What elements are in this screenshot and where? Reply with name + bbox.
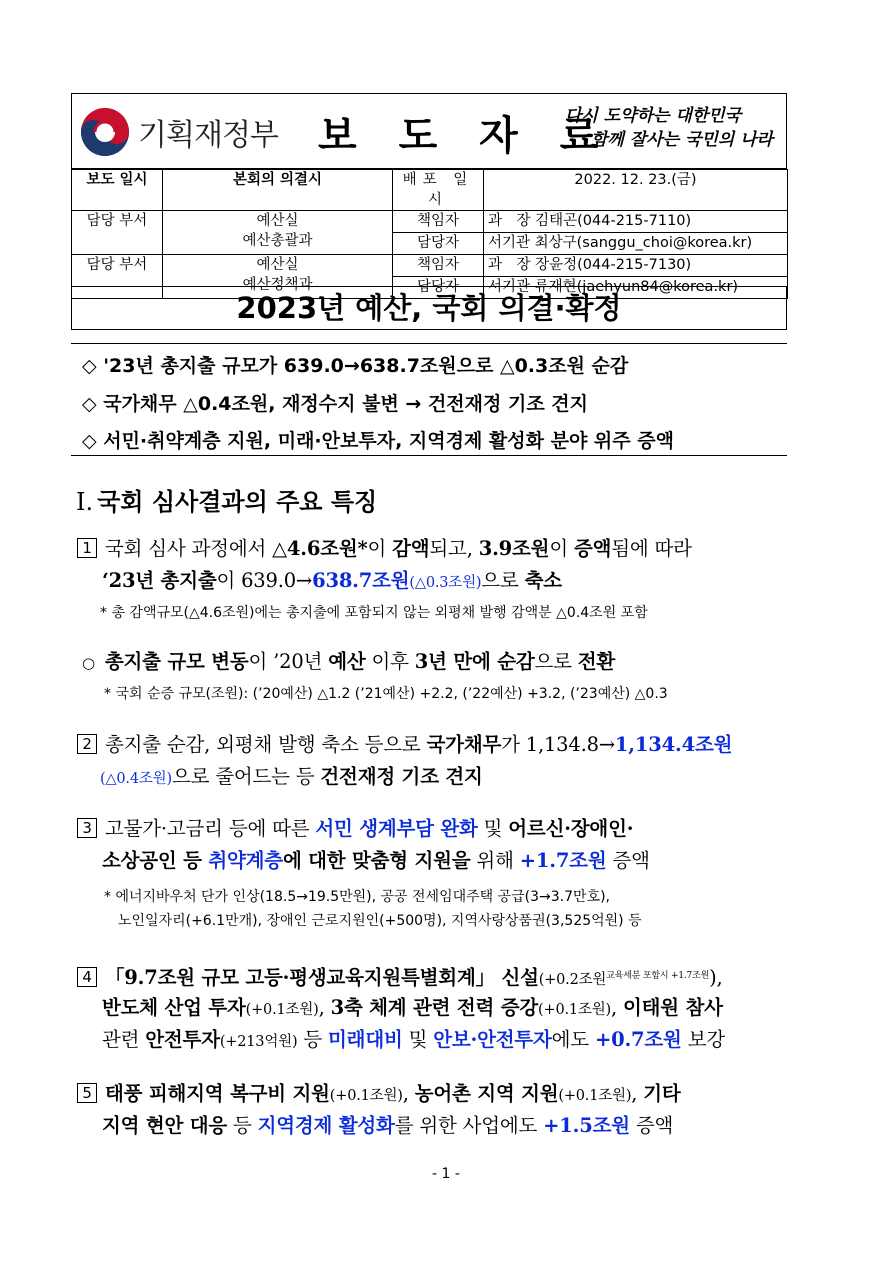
- text: 이 639.0→: [216, 569, 313, 592]
- responsible-label: 책임자: [393, 255, 484, 277]
- text: (+0.1조원): [538, 1002, 611, 1018]
- text: 에 대한 맞춤형 지원을: [282, 849, 471, 872]
- item-number-box: 3: [77, 818, 97, 838]
- sub-bullet: [82, 646, 615, 679]
- text: 으로 줄어드는 등: [171, 765, 321, 788]
- summary-item: ◇ 서민·취약계층 지원, 미래·안보투자, 지역경제 활성화 분야 위주 증액: [82, 430, 674, 452]
- taegeuk-emblem-icon: [79, 106, 131, 158]
- text: 총지출 규모 변동: [104, 650, 249, 673]
- highlight-text: 지역경제 활성화: [257, 1114, 395, 1137]
- text: ‘23년 총지출: [102, 569, 217, 592]
- text: 고물가·고금리 등에 따른: [105, 817, 316, 840]
- text: (+0.1조원): [558, 1088, 632, 1104]
- text: (+0.1조원): [329, 1088, 403, 1104]
- text: 어르신·장애인·: [508, 817, 634, 840]
- responsible-contact: 과 장 장윤정(044-215-7130): [484, 255, 788, 277]
- text: 으로: [534, 650, 578, 673]
- report-time-label: 보도 일시: [72, 170, 163, 211]
- paragraph-5-line-2: [102, 1110, 673, 1142]
- text: 이후: [365, 650, 415, 673]
- summary-item: ◇ 국가채무 △0.4조원, 재정수지 불변 → 건전재정 기조 견지: [82, 393, 589, 415]
- text: 교육세분 포함시 +1.7조원: [606, 971, 710, 981]
- text: 증액: [573, 537, 612, 560]
- paragraph-3-line-1: [77, 813, 633, 845]
- circle-bullet-icon: ○: [82, 654, 95, 672]
- text: 증액: [606, 849, 650, 872]
- text: 등: [227, 1114, 258, 1137]
- text: 반도체 산업 투자: [102, 996, 246, 1019]
- paragraph-1-line-2: [102, 565, 562, 599]
- text: 위해: [470, 849, 520, 872]
- footnote: 노인일자리(+6.1만개), 장애인 근로지원인(+500명), 지역사랑상품권(3,525억원) 등: [118, 913, 642, 929]
- paragraph-4-line-2: [102, 992, 723, 1026]
- dept-name: [163, 211, 393, 255]
- highlight-text: 안보·안전투자: [433, 1028, 552, 1051]
- table-row: [72, 211, 788, 233]
- slogan-line-1: 다시 도약하는 대한민국: [565, 106, 742, 126]
- footnote: * 총 감액규모(△4.6조원)에는 총지출에 포함되지 않는 외평채 발행 감액분 △0.4조원 포함: [100, 605, 648, 621]
- table-row: [72, 170, 788, 211]
- text: 를 위한 사업에도: [394, 1114, 544, 1137]
- highlight-text: +1.5조원: [543, 1114, 630, 1137]
- text: 관련: [102, 1028, 146, 1051]
- item-number-box: 5: [77, 1083, 97, 1103]
- text: 건전재정 기조 견지: [320, 765, 483, 788]
- highlight-text: +0.7조원: [594, 1028, 682, 1051]
- highlight-text: 서민 생계부담 완화: [315, 817, 478, 840]
- dept-label-text: 담당 부서: [86, 213, 148, 229]
- paragraph-3-line-2: [102, 845, 650, 877]
- text: 3축 체계 관련 전력 증강: [330, 996, 539, 1019]
- text: 예산: [328, 650, 366, 673]
- text: 되고,: [429, 537, 479, 560]
- text: 축소: [524, 569, 562, 592]
- paragraph-2-line-2: [100, 761, 483, 795]
- text: 총지출 순감, 외평채 발행 축소 등으로: [105, 733, 427, 756]
- text: 소상공인 등: [102, 849, 209, 872]
- item-number-box: 1: [77, 538, 97, 558]
- text: 3.9조원: [478, 537, 550, 560]
- highlight-text: +1.7조원: [519, 849, 607, 872]
- table-row: [72, 255, 788, 277]
- item-number-box: 2: [77, 734, 97, 754]
- paragraph-4-line-1: [77, 960, 722, 996]
- paragraph-4-line-3: [102, 1024, 725, 1058]
- highlight-text: 취약계층: [208, 849, 283, 872]
- responsible-label: 책임자: [393, 211, 484, 233]
- section-heading: [76, 482, 377, 517]
- staff-label: 담당자: [393, 233, 484, 255]
- footnote: * 에너지바우처 단가 인상(18.5→19.5만원), 공공 전세임대주택 공급(3→3.7만호),: [104, 889, 611, 905]
- text: ,: [610, 996, 623, 1019]
- text: 지역 현안 대응: [102, 1114, 227, 1137]
- highlight-text: (△0.3조원): [409, 575, 482, 591]
- text: 이: [549, 537, 574, 560]
- distribution-time-label: 배포 일시: [393, 170, 484, 211]
- text: 에도: [551, 1028, 595, 1051]
- text: 및: [477, 817, 509, 840]
- contact-table: [71, 169, 788, 299]
- staff-label: 담당자: [393, 277, 484, 299]
- text: 감액: [392, 537, 430, 560]
- text: 기타: [643, 1082, 681, 1105]
- highlight-text: 1,134.4조원: [614, 733, 733, 756]
- highlight-text: (△0.4조원): [100, 771, 172, 787]
- slogan-line-2: 함께 잘사는 국민의 나라: [591, 130, 773, 150]
- footnote: * 국회 순증 규모(조원): (’20예산) △1.2 (’21예산) +2.2, (’22예산) +3.2, (’23예산) △0.3: [104, 686, 668, 702]
- text: (+0.1조원): [245, 1002, 319, 1018]
- text: 이태원 참사: [622, 996, 723, 1019]
- dept-line-1: 예산실: [256, 213, 299, 229]
- paragraph-1-line-1: [77, 533, 692, 565]
- text: (+0.2조원: [538, 972, 607, 988]
- text: 등: [297, 1028, 329, 1051]
- summary-item: ◇ '23년 총지출 규모가 639.0→638.7조원으로 △0.3조원 순감: [82, 355, 629, 377]
- highlight-text: 638.7조원: [312, 569, 410, 592]
- text: 및: [402, 1028, 434, 1051]
- text: 국회 심사 과정에서: [105, 537, 273, 560]
- text: 안전투자: [145, 1028, 220, 1051]
- text: 으로: [481, 569, 525, 592]
- text: 가 1,134.8→: [501, 733, 615, 756]
- section-number: Ⅰ.: [76, 488, 94, 516]
- text: 농어촌 지역 지원: [414, 1082, 559, 1105]
- text: 보강: [681, 1028, 725, 1051]
- responsible-contact: 과 장 김태곤(044-215-7110): [484, 211, 788, 233]
- text: 「9.7조원 규모 고등·평생교육지원특별회계」 신설: [105, 966, 539, 989]
- text: 태풍 피해지역 복구비 지원: [105, 1082, 330, 1105]
- report-time-value: 본회의 의결시: [163, 170, 393, 211]
- item-number-box: 4: [77, 967, 97, 987]
- text: (+213억원): [219, 1034, 298, 1050]
- document-title: 2023년 예산, 국회 의결·확정: [71, 286, 787, 330]
- dept-label: [72, 211, 163, 255]
- text: 국가채무: [426, 733, 502, 756]
- text: 이: [367, 537, 393, 560]
- text: 이 ’20년: [248, 650, 329, 673]
- press-release-title: 보 도 자 료: [318, 112, 613, 159]
- staff-contact: 서기관 류재현(jaehyun84@korea.kr): [484, 277, 788, 299]
- summary-top-rule: [71, 343, 787, 344]
- text: ,: [318, 996, 331, 1019]
- dept-line-2: 예산정책과: [242, 277, 313, 293]
- text: ),: [709, 966, 723, 989]
- highlight-text: 미래대비: [328, 1028, 403, 1051]
- slogan: [565, 104, 780, 152]
- summary-bottom-rule: [71, 455, 787, 456]
- section-title: 국회 심사결과의 주요 특징: [97, 488, 378, 516]
- text: 3년 만에 순감: [414, 650, 535, 673]
- text: ,: [631, 1082, 644, 1105]
- dept-line-2: 예산총괄과: [242, 233, 313, 249]
- dept-label-text: 담당 부서: [86, 257, 148, 273]
- text: 됨에 따라: [611, 537, 692, 560]
- paragraph-2-line-1: [77, 729, 732, 761]
- ministry-name: 기획재정부: [138, 118, 278, 153]
- dept-line-1: 예산실: [256, 257, 299, 273]
- text: △4.6조원*: [272, 537, 368, 560]
- text: 전환: [577, 650, 616, 673]
- paragraph-5-line-1: [77, 1078, 681, 1112]
- text: ,: [402, 1082, 415, 1105]
- page-number: - 1 -: [432, 1166, 460, 1182]
- staff-contact: 서기관 최상구(sanggu_choi@korea.kr): [484, 233, 788, 255]
- text: 증액: [629, 1114, 674, 1137]
- distribution-time-value: 2022. 12. 23.(금): [484, 170, 788, 211]
